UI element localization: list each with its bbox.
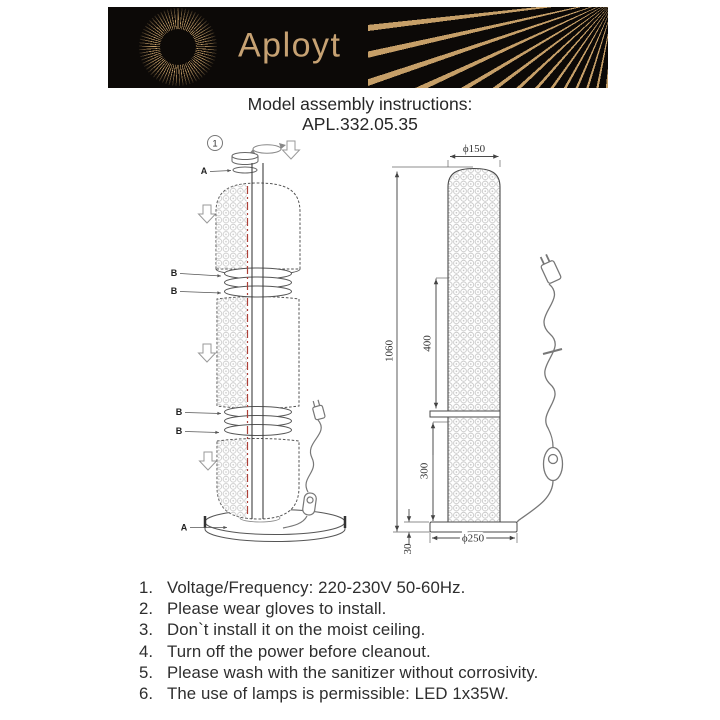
section-divider <box>430 411 500 417</box>
sunburst-logo-icon <box>139 8 217 86</box>
item-number: 3. <box>139 620 154 640</box>
exploded-view-diagram <box>171 136 345 542</box>
item-number: 4. <box>139 641 154 661</box>
lamp-section-bottom <box>217 436 299 520</box>
list-item <box>139 683 609 704</box>
label-cap: A <box>200 166 208 176</box>
item-text: Don`t install it on the moist ceiling. <box>167 620 426 640</box>
lamp-section-top <box>216 183 300 275</box>
item-text: Turn off the power before cleanout. <box>167 641 431 661</box>
connector-rings-top <box>225 268 292 297</box>
step-number: 1 <box>212 138 218 150</box>
lamp-body <box>448 169 500 523</box>
brand-banner <box>108 7 608 88</box>
top-cap <box>232 153 258 174</box>
item-number: 1. <box>139 578 154 597</box>
svg-text:300: 300 <box>418 462 431 480</box>
down-arrow-icon <box>200 452 217 470</box>
svg-text:ϕ150: ϕ150 <box>462 143 486 155</box>
list-item <box>139 577 609 598</box>
model-number: APL.332.05.35 <box>302 114 418 134</box>
label-ring-top-1: B <box>170 268 178 278</box>
item-number: 5. <box>139 662 154 682</box>
brand-name: Aployt <box>238 26 342 65</box>
item-number: 2. <box>139 599 154 619</box>
list-item <box>139 662 609 683</box>
down-arrow-icon <box>199 205 216 223</box>
assembly-diagrams <box>100 130 620 575</box>
foot-switch <box>544 448 563 481</box>
list-item <box>139 619 609 640</box>
item-text: Please wear gloves to install. <box>167 599 387 619</box>
svg-text:30: 30 <box>402 543 414 555</box>
connector-rings-bottom <box>225 407 292 436</box>
svg-text:400: 400 <box>421 335 434 352</box>
dim-bottom-section <box>419 422 449 521</box>
base-side-view <box>430 522 517 532</box>
item-text: Please wash with the sanitizer without corrosivity. <box>167 662 539 682</box>
corner-rays-icon <box>368 7 608 88</box>
power-cord-right <box>517 253 563 522</box>
down-arrow-icon <box>199 344 216 362</box>
page-title: Model assembly instructions: <box>247 94 473 114</box>
title-block <box>0 94 720 134</box>
dim-top-diameter <box>448 143 500 167</box>
dimensioned-view-diagram <box>384 143 563 555</box>
svg-text:ϕ250: ϕ250 <box>461 532 485 545</box>
svg-text:1060: 1060 <box>383 340 396 362</box>
list-item <box>139 598 609 619</box>
dim-middle-section <box>422 278 450 409</box>
list-item <box>139 641 609 662</box>
item-number: 6. <box>139 684 154 704</box>
lamp-section-middle <box>217 294 299 411</box>
plug-icon <box>537 253 562 284</box>
dim-base-diameter <box>430 533 517 545</box>
instructions-list <box>139 577 609 704</box>
label-base: A <box>180 522 188 533</box>
item-text: The use of lamps is permissible: LED 1x35W. <box>167 684 509 704</box>
label-ring-bottom-1: B <box>175 407 183 417</box>
down-arrow-icon <box>283 141 300 159</box>
label-ring-bottom-2: B <box>175 426 183 436</box>
plug-icon <box>311 399 326 420</box>
label-ring-top-2: B <box>170 286 178 296</box>
item-text: Voltage/Frequency: 220-230V 50-60Hz. <box>167 578 466 597</box>
